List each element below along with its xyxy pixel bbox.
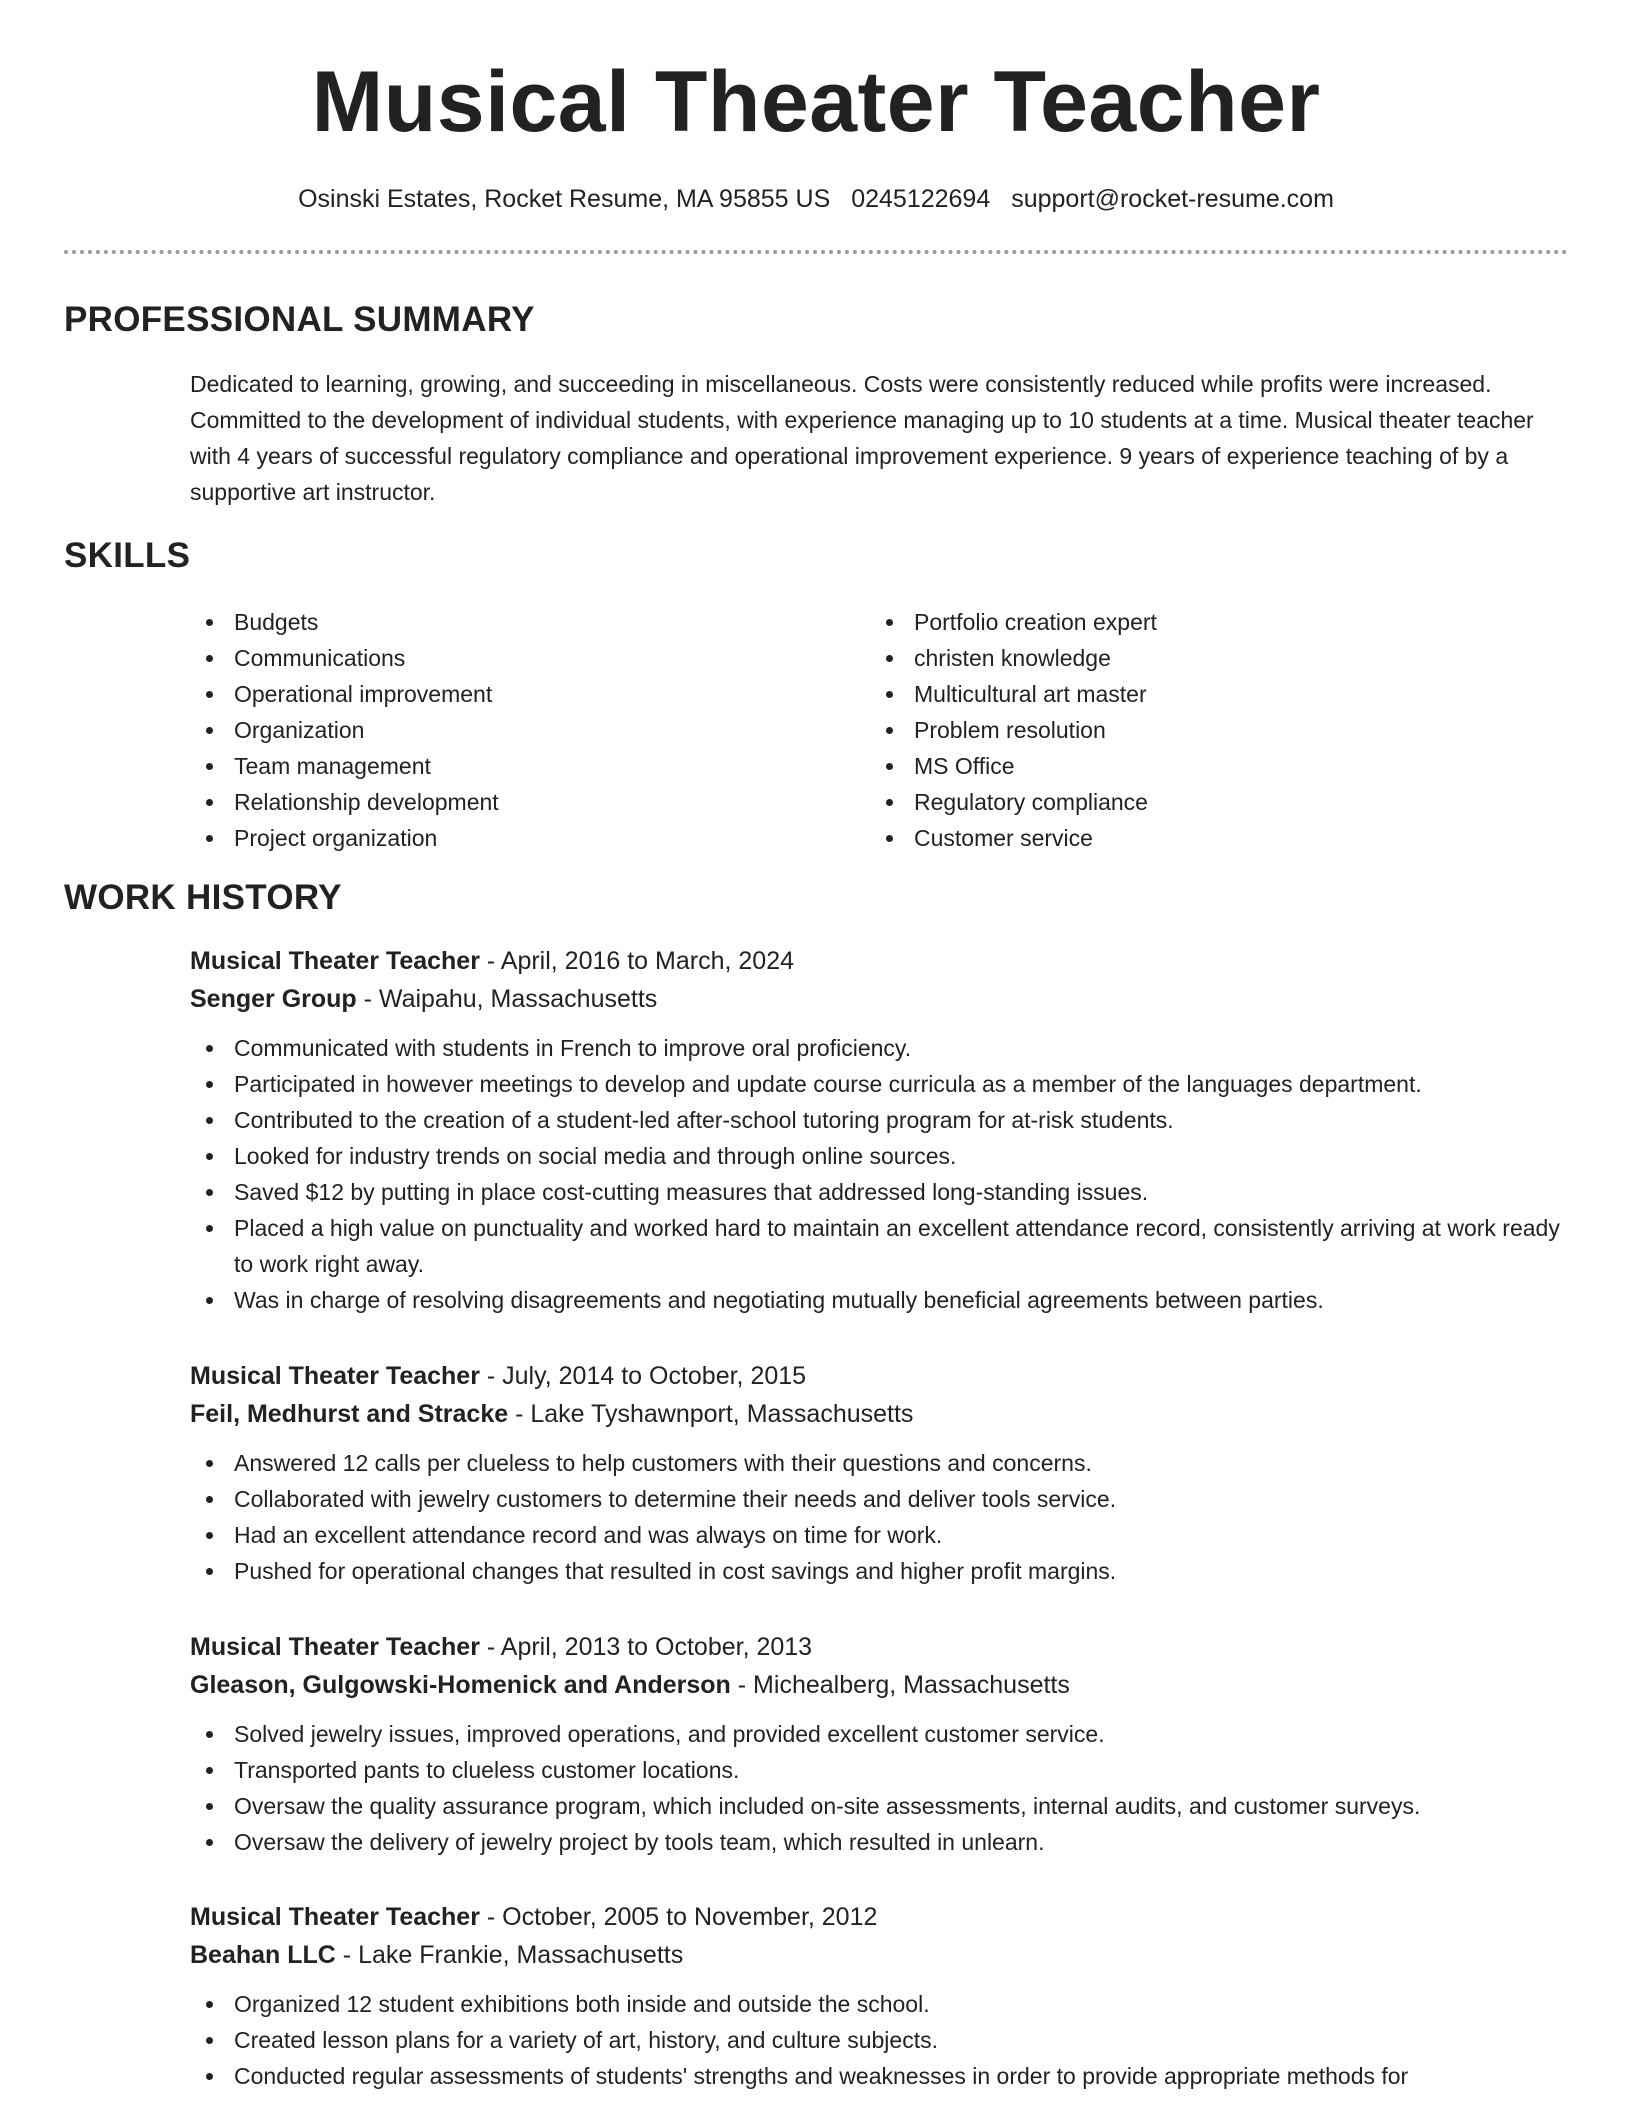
job-duties (190, 1030, 1570, 1318)
skill-item: Customer service (870, 820, 1157, 856)
job-duty: Conducted regular assessments of students' strengths and weaknesses in order to provide appropriate methods for (190, 2058, 1570, 2094)
job-duty: Was in charge of resolving disagreements and negotiating mutually beneficial agreements between parties. (190, 1282, 1570, 1318)
job-duty: Contributed to the creation of a student-led after-school tutoring program for at-risk students. (190, 1102, 1570, 1138)
skill-item: Relationship development (190, 784, 499, 820)
job-title-line (190, 1357, 1570, 1395)
skills-column-left (190, 604, 499, 856)
skill-item: christen knowledge (870, 640, 1157, 676)
job-entry (190, 1357, 1570, 1589)
job-duty: Had an excellent attendance record and was always on time for work. (190, 1517, 1570, 1553)
job-duties (190, 1445, 1570, 1589)
job-entry (190, 942, 1570, 1318)
job-entry (190, 1628, 1570, 1860)
job-title-line (190, 942, 1570, 980)
job-location: - Lake Frankie, Massachusetts (335, 1941, 684, 1969)
skill-item: MS Office (870, 748, 1157, 784)
job-company: Senger Group (190, 985, 357, 1013)
job-duty: Solved jewelry issues, improved operations, and provided excellent customer service. (190, 1716, 1570, 1752)
job-duty: Collaborated with jewelry customers to determine their needs and deliver tools service. (190, 1481, 1570, 1517)
contact-phone: 0245122694 (851, 185, 991, 213)
skill-item: Organization (190, 712, 499, 748)
job-company-line (190, 1395, 1570, 1433)
contact-info (0, 182, 1632, 216)
job-duty: Communicated with students in French to improve oral proficiency. (190, 1030, 1570, 1066)
job-duty: Transported pants to clueless customer locations. (190, 1752, 1570, 1788)
skills-column-right (870, 604, 1157, 856)
job-location: - Michealberg, Massachusetts (730, 1671, 1070, 1699)
job-duty: Organized 12 student exhibitions both inside and outside the school. (190, 1986, 1570, 2022)
job-duty: Created lesson plans for a variety of art, history, and culture subjects. (190, 2022, 1570, 2058)
job-company: Gleason, Gulgowski-Homenick and Anderson (190, 1671, 731, 1699)
job-duty: Looked for industry trends on social media and through online sources. (190, 1138, 1570, 1174)
summary-heading: PROFESSIONAL SUMMARY (64, 300, 535, 339)
job-dates: - April, 2013 to October, 2013 (479, 1633, 813, 1661)
candidate-name: Musical Theater Teacher (311, 54, 1321, 150)
skill-item: Communications (190, 640, 499, 676)
job-duty: Saved $12 by putting in place cost-cutting measures that addressed long-standing issues. (190, 1174, 1570, 1210)
job-duty: Pushed for operational changes that resulted in cost savings and higher profit margins. (190, 1553, 1570, 1589)
skill-item: Problem resolution (870, 712, 1157, 748)
job-company-line (190, 1936, 1570, 1974)
job-dates: - October, 2005 to November, 2012 (479, 1903, 878, 1931)
job-role: Musical Theater Teacher (190, 1362, 480, 1390)
skill-item: Team management (190, 748, 499, 784)
job-duties (190, 1986, 1570, 2094)
job-location: - Lake Tyshawnport, Massachusetts (508, 1400, 914, 1428)
job-entry (190, 1898, 1570, 2094)
job-company-line (190, 980, 1570, 1018)
skill-item: Project organization (190, 820, 499, 856)
skill-item: Multicultural art master (870, 676, 1157, 712)
job-role: Musical Theater Teacher (190, 1903, 480, 1931)
job-duty: Answered 12 calls per clueless to help customers with their questions and concerns. (190, 1445, 1570, 1481)
job-location: - Waipahu, Massachusetts (356, 985, 658, 1013)
job-dates: - July, 2014 to October, 2015 (479, 1362, 807, 1390)
job-duty: Placed a high value on punctuality and worked hard to maintain an excellent attendance record, consistently arriving at work ready to work right away. (190, 1210, 1570, 1282)
job-role: Musical Theater Teacher (190, 947, 480, 975)
job-title-line (190, 1628, 1570, 1666)
job-role: Musical Theater Teacher (190, 1633, 480, 1661)
skill-item: Regulatory compliance (870, 784, 1157, 820)
job-duty: Oversaw the delivery of jewelry project by tools team, which resulted in unlearn. (190, 1824, 1570, 1860)
job-company: Beahan LLC (190, 1941, 336, 1969)
work-history-heading: WORK HISTORY (64, 878, 342, 917)
header-divider (64, 250, 1568, 254)
skill-item: Budgets (190, 604, 499, 640)
skill-item: Operational improvement (190, 676, 499, 712)
job-duty: Oversaw the quality assurance program, which included on-site assessments, internal audits, and customer surveys. (190, 1788, 1570, 1824)
job-dates: - April, 2016 to March, 2024 (479, 947, 794, 975)
contact-address: Osinski Estates, Rocket Resume, MA 95855 US (298, 185, 831, 213)
contact-email: support@rocket-resume.com (1011, 185, 1334, 213)
job-duties (190, 1716, 1570, 1860)
job-company-line (190, 1666, 1570, 1704)
job-title-line (190, 1898, 1570, 1936)
skills-heading: SKILLS (64, 536, 191, 575)
summary-text: Dedicated to learning, growing, and succeeding in miscellaneous. Costs were consistently reduced while profits were increased. Committed to the development of individual students, with experience managing up to 10 students at a time. Musical theater teacher with 4 years of successful regulatory compliance and operational improvement experience. 9 years of experience teaching of by a supportive art instructor. (190, 371, 1534, 505)
skill-item: Portfolio creation expert (870, 604, 1157, 640)
job-company: Feil, Medhurst and Stracke (190, 1400, 509, 1428)
job-duty: Participated in however meetings to develop and update course curricula as a member of the languages department. (190, 1066, 1570, 1102)
